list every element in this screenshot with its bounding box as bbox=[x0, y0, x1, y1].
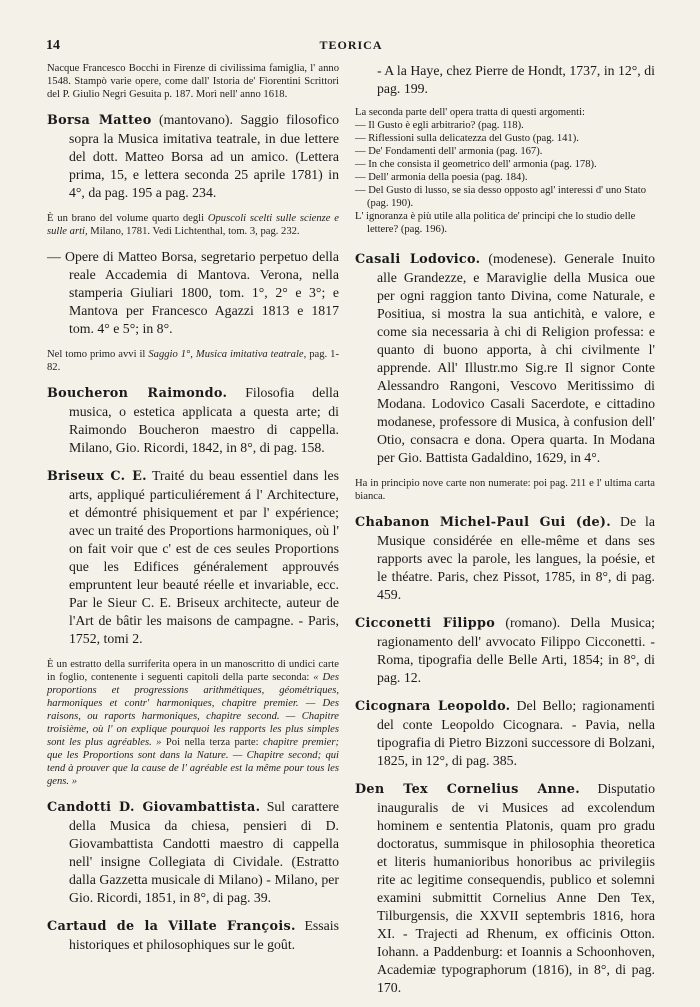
entry-text-briseux: Traité du beau essentiel dans les arts, appliqué particuliérement á l' Architecture, et démontré phisiquement et par l' expérience; avec un traité des Proportions harmoniques, où l' on fait voir que c' est de ces seules Proportions que les Edifices généralement approuvés empruntent leur beauté réelle et invariable, ecc. Par le Sieur C. E. Briseux architecte, auteur de l'Art de bâtir les maisons de campagne. - Paris, 1752, tomi 2. bbox=[69, 468, 339, 646]
entry-text-cartaud: Essais historiques et philosophiques sur le goût. bbox=[69, 918, 339, 952]
note-briseux-start: È un estratto della surriferita opera in un manoscritto di undici carte in foglio, contenente i seguenti capitoli della parte seconda: bbox=[47, 659, 339, 683]
contents-item: — In che consista il geometrico dell' armonia (pag. 178). bbox=[355, 159, 597, 170]
entry-text-candotti: Sul carattere della Musica da chiesa, pensieri di D. Giovambattista Candotti maestro di cappella nell' insigne Collegiata di Cividale. (Estratto dalla Gazzetta musicale di Milano) - Milano, per Gio. Ricordi, 1851, in 8°, di pag. 39. bbox=[69, 799, 340, 905]
entry-casali bbox=[355, 250, 655, 467]
contents-item: — Del Gusto di lusso, se sia desso opposto agl' interessi d' uno Stato (pag. 190). bbox=[355, 185, 647, 209]
page-header bbox=[46, 38, 656, 58]
contents-item: — Il Gusto è egli arbitrario? (pag. 118). bbox=[355, 120, 524, 131]
note-borsa-opere-text: Nel tomo primo avvi il bbox=[47, 349, 146, 360]
contents-outro: L' ignoranza è più utile alla politica de' principi che lo studio delle lettere? (pag. 196). bbox=[355, 211, 636, 235]
entry-cartaud bbox=[47, 917, 339, 954]
headword-casali: Casali Lodovico. bbox=[355, 252, 481, 267]
headword-cicognara: Cicognara Leopoldo. bbox=[355, 699, 511, 714]
note-borsa-opere-title: Saggio 1°, Musica imitativa teatrale, bbox=[148, 349, 307, 360]
contents-list bbox=[355, 119, 655, 210]
contents-item: — De' Fondamenti dell' armonia (pag. 167). bbox=[355, 146, 543, 157]
note-borsa-title: Opuscoli scelti sulle scienze e sulle arti, bbox=[47, 213, 339, 237]
entry-text-cicconetti: (romano). Della Musica; ragionamento dell' avvocato Filippo Cicconetti. - Roma, tipografia delle Belle Arti, 1854; in 8°, di pag. 12. bbox=[377, 615, 656, 685]
entry-candotti bbox=[47, 798, 339, 907]
headword-borsa: Borsa Matteo bbox=[47, 113, 152, 128]
entry-boucheron bbox=[47, 384, 339, 457]
entry-text-casali: (modenese). Generale Inuito alle Grandezze, e Maraviglie della Musica oue per ogni raggion tanto Divina, come Naturale, e Positiua, si mostra la sua antichità, e valore, e come sia necessaria à chi di Religion professa: e quanto di buono apporta, à chi civilmente l' apprende. All' Illustr.mo Sig.re Il signor Conte Alessandro Rangoni, Vescovo Meritissimo di Modana. Lodovico Casali Sacerdote, e cittadino modanese, professore di Musica, à confusion dell' Otio, consacra e dona. Opera quarta. In Modana per Gio. Battista Gadaldino, 1629, in 4°. bbox=[377, 251, 655, 465]
entry-text-boucheron: Filosofia della musica, o estetica applicata a questa arte; di Raimondo Boucheron maestro di cappella. Milano, Gio. Ricordi, 1842, in 8°, di pag. 158. bbox=[69, 385, 339, 455]
headword-briseux: Briseux C. E. bbox=[47, 469, 147, 484]
note-borsa bbox=[47, 212, 339, 238]
entry-text-borsa: (mantovano). Saggio filosofico sopra la Musica imitativa teatrale, in due lettere del dott. Matteo Borsa ad un amico. (Lettera prima, 15, e lettera seconda 25 aprile 1781) in 4°, da pag. 195 a pag. 234. bbox=[69, 112, 339, 200]
entry-cartaud-continuation: - A la Haye, chez Pierre de Hondt, 1737, in 12°, di pag. 199. bbox=[377, 63, 655, 96]
headword-dentex: Den Tex Cornelius Anne. bbox=[355, 782, 581, 797]
entry-text-dentex: Disputatio inauguralis de vi Musices ad excolendum hominem e sententia Platonis, quam pro gradu doctoratus, summisque in philosophia theoretica et literis humanioribus honoribus ac privilegiis rite ac legitime consequendis, publico et solemni examini submittit Cornelius Anne Den Tex, Tilburgensis, die XXVII septembris 1816, hora XI. - Trajecti ad Rhenum, ex officinis Otton. Iohann. a Paddenburg: et Ioannis a Schoonhoven, Academiæ typographorum (1816), in 8°, di pag. 170. bbox=[377, 781, 655, 995]
entry-text-cicognara: Del Bello; ragionamenti del conte Leopoldo Cicognara. - Pavia, nella tipografia di Pietro Bizzoni successore di Bolzani, 1825, in 12°, di pag. 385. bbox=[377, 698, 655, 768]
headword-chabanon: Chabanon Michel-Paul Gui (de). bbox=[355, 515, 612, 530]
note-briseux-chapters-2: chapitre premier; que les Proportions sont dans la Nature. — Chapitre second; qui tend à prouver que la cause de l' agréable est la même pour tous les gens. » bbox=[47, 737, 340, 787]
entry-cicognara bbox=[355, 697, 655, 770]
note-briseux-mid: Poi nella terza parte: bbox=[165, 737, 259, 748]
contents-item: — Dell' armonia della poesia (pag. 184). bbox=[355, 172, 528, 183]
right-column bbox=[355, 62, 655, 1007]
left-column bbox=[47, 62, 339, 964]
entry-borsa-opere: — Opere di Matteo Borsa, segretario perpetuo della reale Accademia di Mantova. Verona, nella stamperia Giuliari 1800, tom. 1°, 2° e 3°; e Mantova per Francesco Agazzi 1813 e 1817 tom. 4° e 5°; in 8°. bbox=[47, 249, 339, 336]
contents-intro: La seconda parte dell' opera tratta di questi argomenti: bbox=[355, 107, 585, 118]
headword-cartaud: Cartaud de la Villate François. bbox=[47, 919, 296, 934]
headword-boucheron: Boucheron Raimondo. bbox=[47, 386, 228, 401]
headword-candotti: Candotti D. Giovambattista. bbox=[47, 800, 261, 815]
note-borsa-opere-end: pag. 1-82. bbox=[47, 349, 339, 373]
entry-text-chabanon: De la Musique considérée en elle-même et dans ses rapports avec la parole, les langues, la poésie, et le théatre. Paris, chez Pissot, 1785, in 8°, di pag. 459. bbox=[377, 514, 655, 602]
page-number: 14 bbox=[46, 38, 60, 53]
note-casali: Ha in principio nove carte non numerate: poi pag. 211 e l' ultima carta bianca. bbox=[355, 478, 655, 502]
headword-cicconetti: Cicconetti Filippo bbox=[355, 616, 496, 631]
contents-item: — Riflessioni sulla delicatezza del Gusto (pag. 141). bbox=[355, 133, 579, 144]
entry-chabanon bbox=[355, 513, 655, 604]
bocchi-note-continuation: Nacque Francesco Bocchi in Firenze di civilissima famiglia, l' anno 1548. Stampò varie opere, come dall' Istoria de' Fiorentini Scrittori del P. Giulio Negri Gesuita p. 187. Morì nell' anno 1618. bbox=[47, 63, 339, 100]
entry-dentex bbox=[355, 780, 655, 997]
entry-borsa bbox=[47, 111, 339, 202]
note-briseux-chapters: « Des proportions et progressions arithmétiques, géométriques, harmoniques et contr' harmoniques, chapitre premier. — Des raisons, ou raports harmoniques, chapitre second. — Chapitre troisième, où l' on explique pourquoi les rapports les plus simples sont les plus agréables. » bbox=[47, 672, 339, 748]
entry-briseux bbox=[47, 467, 339, 648]
note-borsa-opere bbox=[47, 348, 339, 374]
note-borsa-end: Milano, 1781. Vedi Lichtenthal, tom. 3, pag. 232. bbox=[90, 226, 300, 237]
note-borsa-text: È un brano del volume quarto degli bbox=[47, 213, 205, 224]
running-head: TEORICA bbox=[319, 38, 383, 52]
note-briseux bbox=[47, 658, 339, 788]
entry-cicconetti bbox=[355, 614, 655, 687]
